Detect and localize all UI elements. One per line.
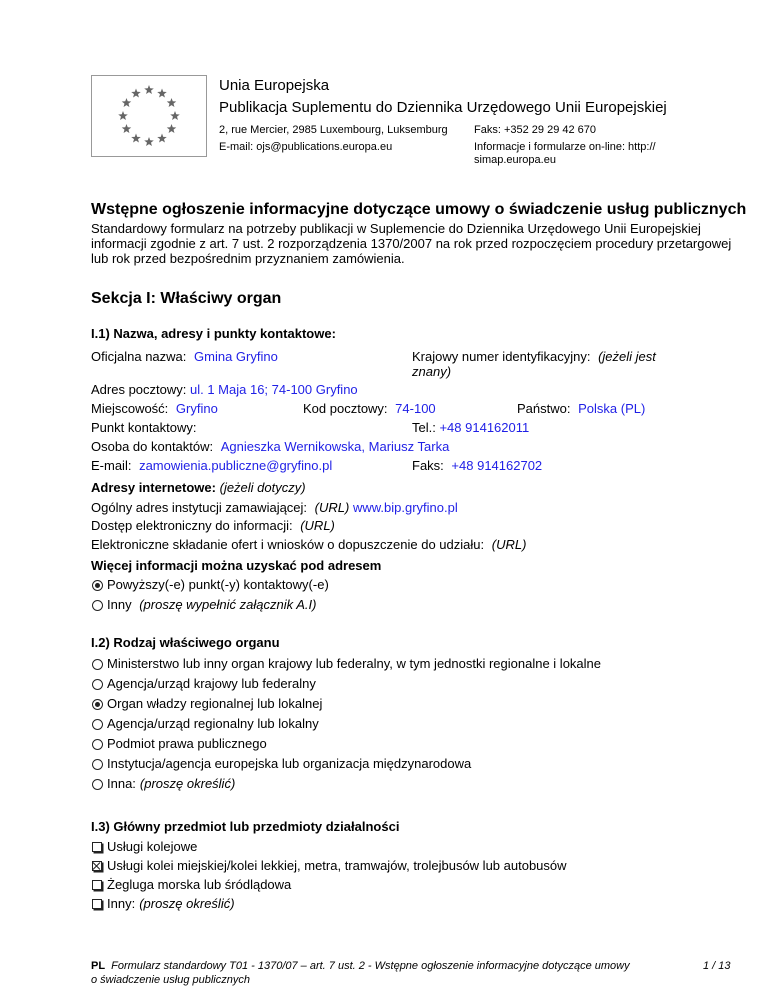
eu-star-icon: [131, 134, 141, 143]
url-tag: (URL): [300, 518, 335, 533]
i3-heading: I.3) Główny przedmiot lub przedmioty działalności: [91, 819, 400, 834]
more-info-option-above[interactable]: [92, 577, 329, 592]
internet-heading-row: [91, 480, 306, 495]
i1-heading: I.1) Nazwa, adresy i punkty kontaktowe:: [91, 326, 336, 341]
i3-option[interactable]: [92, 839, 197, 854]
doc-desc-line1: Standardowy formularz na potrzeby publikacji w Suplemencie do Dziennika Urzędowego Unii Europejskiej: [91, 221, 701, 236]
official-name-label: Oficjalna nazwa:: [91, 349, 187, 364]
country-value: Polska (PL): [578, 401, 646, 416]
contact-person-label: Osoba do kontaktów:: [91, 439, 214, 454]
footer-line2: o świadczenie usług publicznych: [91, 974, 250, 986]
general-url-value: www.bip.gryfino.pl: [352, 500, 458, 515]
tel-label: Tel.:: [412, 420, 436, 435]
electronic-access-row: [91, 518, 335, 533]
eu-star-icon: [167, 98, 177, 107]
radio-selected-icon[interactable]: [92, 580, 103, 591]
footer-line1: [91, 960, 630, 972]
url-tag: (URL): [314, 500, 350, 515]
country-row: [517, 401, 645, 416]
i2-option[interactable]: [92, 656, 601, 671]
radio-empty-icon[interactable]: [92, 600, 103, 611]
national-id-row: [412, 349, 656, 364]
option-note: (proszę określić): [139, 896, 235, 911]
postal-value: ul. 1 Maja 16; 74-100 Gryfino: [190, 382, 358, 397]
i2-option[interactable]: [92, 696, 322, 711]
header-fax: Faks: +352 29 29 42 670: [474, 124, 597, 136]
checkbox-checked-icon[interactable]: [92, 861, 102, 871]
header-address: 2, rue Mercier, 2985 Luxembourg, Luksemburg: [219, 124, 448, 136]
electronic-submission-row: [91, 537, 526, 552]
official-name-row: [91, 349, 278, 364]
tel-row: [412, 420, 529, 435]
option-label: Agencja/urząd krajowy lub federalny: [107, 676, 316, 691]
fax-label: Faks:: [412, 458, 444, 473]
i2-option[interactable]: [92, 716, 319, 731]
fax-value: +48 914162702: [451, 458, 543, 473]
national-id-note: (jeżeli jest: [598, 349, 656, 364]
national-id-note-2: znany): [412, 364, 452, 379]
option-label: Usługi kolei miejskiej/kolei lekkiej, metra, tramwajów, trolejbusów lub autobusów: [107, 858, 567, 873]
postal-row: [91, 382, 358, 397]
checkbox-empty-icon[interactable]: [92, 842, 102, 852]
i2-option[interactable]: [92, 676, 316, 691]
eu-star-icon: [122, 124, 132, 133]
url-tag: (URL): [491, 537, 527, 552]
footer-lang: PL: [91, 960, 106, 972]
internet-note: (jeżeli dotyczy): [219, 480, 306, 495]
option-label: Inny: [107, 597, 132, 612]
contact-person-value: Agnieszka Wernikowska, Mariusz Tarka: [220, 439, 450, 454]
i3-option[interactable]: [92, 896, 235, 911]
section-heading: Sekcja I: Właściwy organ: [91, 290, 282, 307]
postcode-row: [303, 401, 436, 416]
radio-empty-icon[interactable]: [92, 779, 103, 790]
electronic-access-label: Dostęp elektroniczny do informacji:: [91, 518, 293, 533]
option-label: Instytucja/agencja europejska lub organizacja międzynarodowa: [107, 756, 472, 771]
postal-label: Adres pocztowy:: [91, 382, 187, 397]
more-info-option-other[interactable]: [92, 597, 316, 612]
header-email: E-mail: ojs@publications.europa.eu: [219, 141, 393, 153]
eu-flag-logo: [91, 75, 207, 157]
option-label: Powyższy(-e) punkt(-y) kontaktowy(-e): [107, 577, 329, 592]
general-url-row: [91, 500, 458, 515]
checkbox-empty-icon[interactable]: [92, 899, 102, 909]
radio-selected-icon[interactable]: [92, 699, 103, 710]
publication-title: Publikacja Suplementu do Dziennika Urzędowego Unii Europejskiej: [219, 99, 667, 116]
i2-option[interactable]: [92, 736, 267, 751]
postcode-value: 74-100: [395, 401, 436, 416]
radio-empty-icon[interactable]: [92, 719, 103, 730]
eu-star-icon: [167, 124, 177, 133]
i3-option[interactable]: [92, 877, 291, 892]
option-label: Ministerstwo lub inny organ krajowy lub federalny, w tym jednostki regionalne i lokalne: [107, 656, 601, 671]
contact-point-label: Punkt kontaktowy:: [91, 420, 197, 435]
option-label: Usługi kolejowe: [107, 839, 198, 854]
postcode-label: Kod pocztowy:: [303, 401, 388, 416]
option-label: Inna:: [107, 776, 136, 791]
option-label: Podmiot prawa publicznego: [107, 736, 267, 751]
option-label: Inny:: [107, 896, 136, 911]
eu-star-icon: [118, 111, 128, 120]
option-label: Organ władzy regionalnej lub lokalnej: [107, 696, 323, 711]
eu-star-icon: [157, 88, 167, 97]
eu-star-icon: [170, 111, 180, 120]
electronic-submission-label: Elektroniczne składanie ofert i wniosków o dopuszczenie do udziału:: [91, 537, 485, 552]
national-id-label: Krajowy numer identyfikacyjny:: [412, 349, 591, 364]
radio-empty-icon[interactable]: [92, 659, 103, 670]
header-info-line1: Informacje i formularze on-line: http://: [474, 141, 656, 153]
email-label: E-mail:: [91, 458, 132, 473]
internet-heading: Adresy internetowe:: [91, 480, 216, 495]
doc-desc-line2: informacji zgodnie z art. 7 ust. 2 rozporządzenia 1370/2007 na rok przed rozpoczęciem procedury przetargowej: [91, 236, 732, 251]
radio-empty-icon[interactable]: [92, 679, 103, 690]
country-label: Państwo:: [517, 401, 571, 416]
eu-star-icon: [131, 88, 141, 97]
general-url-label: Ogólny adres instytucji zamawiającej:: [91, 500, 308, 515]
header-info-line2: simap.europa.eu: [474, 154, 556, 166]
city-value: Gryfino: [175, 401, 218, 416]
doc-desc-line3: lub rok przed bezpośrednim przyznaniem zamówienia.: [91, 251, 405, 266]
document-title: Wstępne ogłoszenie informacyjne dotyczące umowy o świadczenie usług publicznych: [91, 201, 747, 218]
more-info-heading: Więcej informacji można uzyskać pod adresem: [91, 558, 382, 573]
tel-value: +48 914162011: [439, 420, 530, 435]
eu-stars-icon: [92, 76, 206, 156]
city-row: [91, 401, 218, 416]
city-label: Miejscowość:: [91, 401, 169, 416]
fax-row: [412, 458, 542, 473]
option-note: (proszę określić): [139, 776, 236, 791]
i2-heading: I.2) Rodzaj właściwego organu: [91, 635, 280, 650]
radio-empty-icon[interactable]: [92, 739, 103, 750]
i2-option[interactable]: [92, 776, 235, 791]
eu-star-icon: [144, 85, 154, 94]
radio-empty-icon[interactable]: [92, 759, 103, 770]
option-label: Żegluga morska lub śródlądowa: [107, 877, 292, 892]
contact-person-row: [91, 439, 449, 454]
page-number: 1 / 13: [703, 960, 731, 972]
checkbox-empty-icon[interactable]: [92, 880, 102, 890]
footer-text: Formularz standardowy T01 - 1370/07 – art. 7 ust. 2 - Wstępne ogłoszenie informacyjne dotyczące umowy: [111, 960, 630, 972]
email-value: zamowienia.publiczne@gryfino.pl: [139, 458, 333, 473]
option-label: Agencja/urząd regionalny lub lokalny: [107, 716, 319, 731]
email-row: [91, 458, 332, 473]
eu-star-icon: [157, 134, 167, 143]
eu-star-icon: [122, 98, 132, 107]
eu-star-icon: [144, 137, 154, 146]
option-note: (proszę wypełnić załącznik A.I): [139, 597, 317, 612]
i2-option[interactable]: [92, 756, 471, 771]
i3-option[interactable]: [92, 858, 567, 873]
org-name: Unia Europejska: [219, 77, 330, 94]
official-name-value: Gmina Gryfino: [194, 349, 278, 364]
